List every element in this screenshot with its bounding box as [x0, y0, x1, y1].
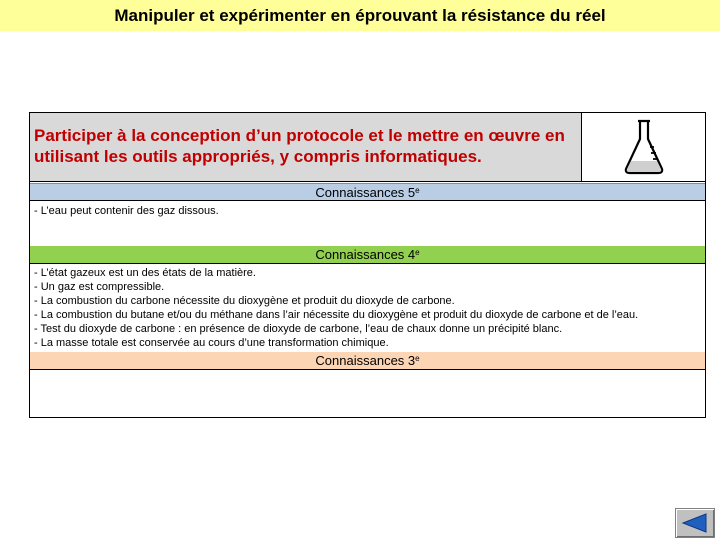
section-label-5e: Connaissances 5: [315, 184, 416, 200]
page-title-bar: [0, 0, 720, 31]
section-content-5e: [34, 204, 219, 218]
competence-table: [29, 112, 706, 418]
section-header-3e: [30, 352, 705, 370]
list-item: - La masse totale est conservée au cours d’une transformation chimique.: [34, 337, 389, 349]
list-item: - La combustion du butane et/ou du méthane dans l’air nécessite du dioxygène et produit du dioxyde de carbone et de l’eau.: [34, 309, 639, 321]
section-sup-3e: e: [415, 354, 420, 363]
list-item: - Un gaz est compressible.: [34, 281, 165, 293]
competence-text: Participer à la conception d’un protocole et le mettre en œuvre en utilisant les outils appropriés, y compris informatiques.: [30, 113, 582, 181]
back-button[interactable]: [675, 508, 715, 538]
flask-icon: [622, 117, 666, 177]
competence-icon-cell: [582, 113, 705, 181]
list-item: - L’eau peut contenir des gaz dissous.: [34, 205, 219, 217]
page-title: Manipuler et expérimenter en éprouvant la résistance du réel: [114, 5, 606, 25]
section-label-4e: Connaissances 4: [315, 247, 416, 262]
section-label-3e: Connaissances 3: [315, 353, 416, 368]
back-arrow-icon: [681, 513, 709, 533]
list-item: - La combustion du carbone nécessite du dioxygène et produit du dioxyde de carbone.: [34, 295, 455, 307]
section-content-4e: [34, 266, 638, 350]
competence-header: [30, 113, 705, 182]
section-sup-5e: e: [415, 185, 420, 195]
section-header-5e: [30, 183, 705, 201]
list-item: - L’état gazeux est un des états de la matière.: [34, 267, 256, 279]
list-item: - Test du dioxyde de carbone : en présence de dioxyde de carbone, l’eau de chaux donne un précipité blanc.: [34, 323, 563, 335]
section-sup-4e: e: [415, 248, 420, 257]
section-header-4e: [30, 246, 705, 264]
